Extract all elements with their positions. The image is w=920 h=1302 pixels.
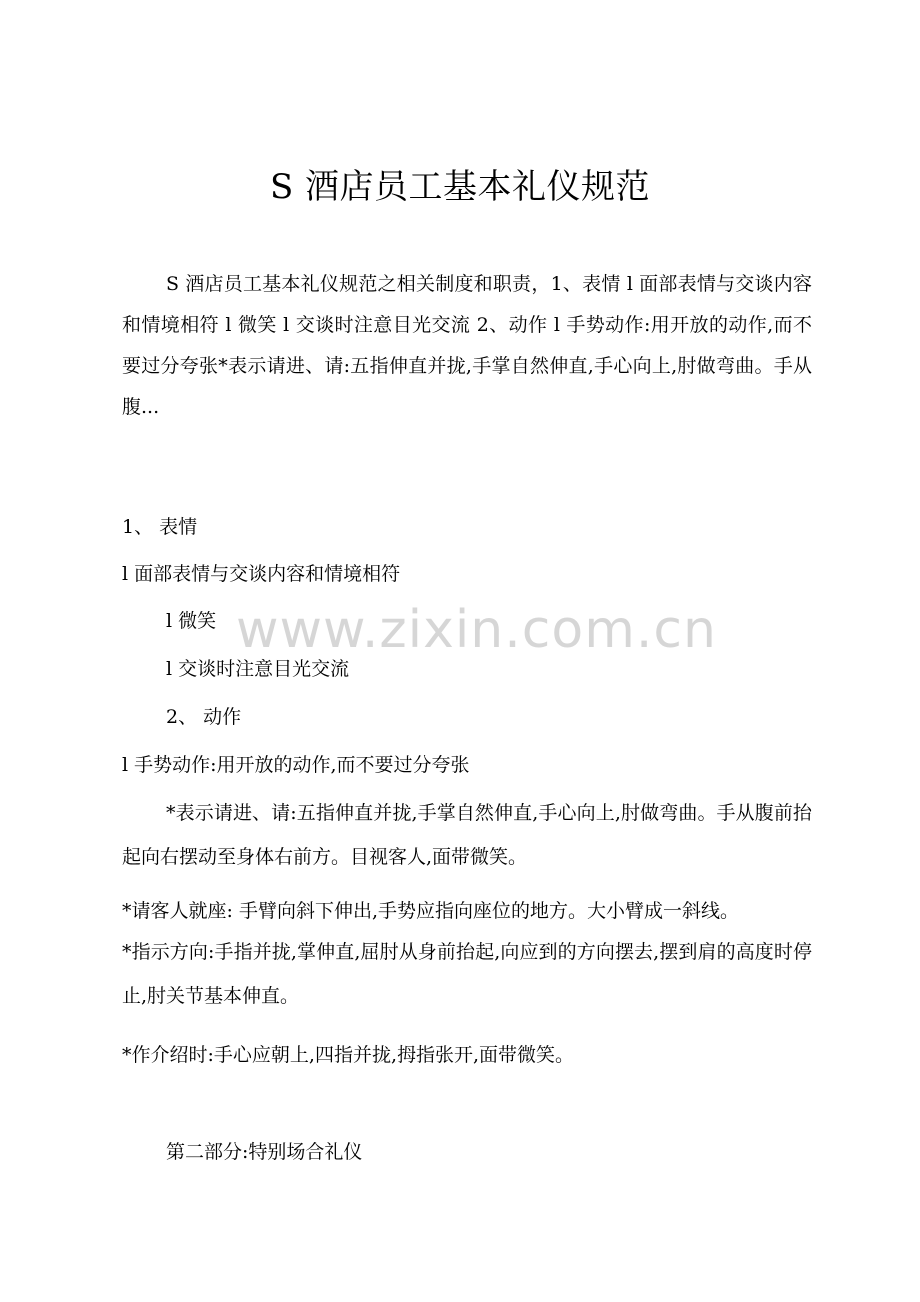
watermark-text: www.zixin.com.cn [236, 600, 717, 660]
paragraph-introduction-gesture: *作介绍时:手心应朝上,四指并拢,拇指张开,面带微笑。 [122, 1044, 575, 1066]
paragraph-direction-gesture: *指示方向:手指并拢,掌伸直,屈肘从身前抬起,向应到的方向摆去,摆到肩的高度时停止,肘关节基本伸直。 [122, 941, 812, 1007]
paragraph-seat-gesture: *请客人就座: 手臂向斜下伸出,手势应指向座位的地方。大小臂成一斜线。 [122, 900, 739, 922]
section-1-heading: 1、 表情 [122, 516, 198, 538]
part-2-heading: 第二部分:特别场合礼仪 [166, 1141, 363, 1163]
item-facial-expression: l 面部表情与交谈内容和情境相符 [122, 563, 401, 585]
item-eye-contact: l 交谈时注意目光交流 [166, 658, 350, 680]
section-2-heading: 2、 动作 [166, 706, 242, 728]
item-hand-gesture: l 手势动作:用开放的动作,而不要过分夸张 [122, 754, 470, 776]
document-title: S 酒店员工基本礼仪规范 [269, 167, 651, 207]
summary-paragraph: S 酒店员工基本礼仪规范之相关制度和职责，1、表情 l 面部表情与交谈内容和情境相符 l 微笑 l 交谈时注意目光交流 2、动作 l 手势动作:用开放的动作,而不要过分夸张*表示请进、请:五指伸直并拢,手掌自然伸直,手心向上,肘做弯曲。手从腹... [122, 273, 812, 418]
paragraph-invite-gesture: *表示请进、请:五指伸直并拢,手掌自然伸直,手心向上,肘做弯曲。手从腹前抬起向右摆动至身体右前方。目视客人,面带微笑。 [122, 802, 812, 868]
item-smile: l 微笑 [166, 610, 217, 632]
